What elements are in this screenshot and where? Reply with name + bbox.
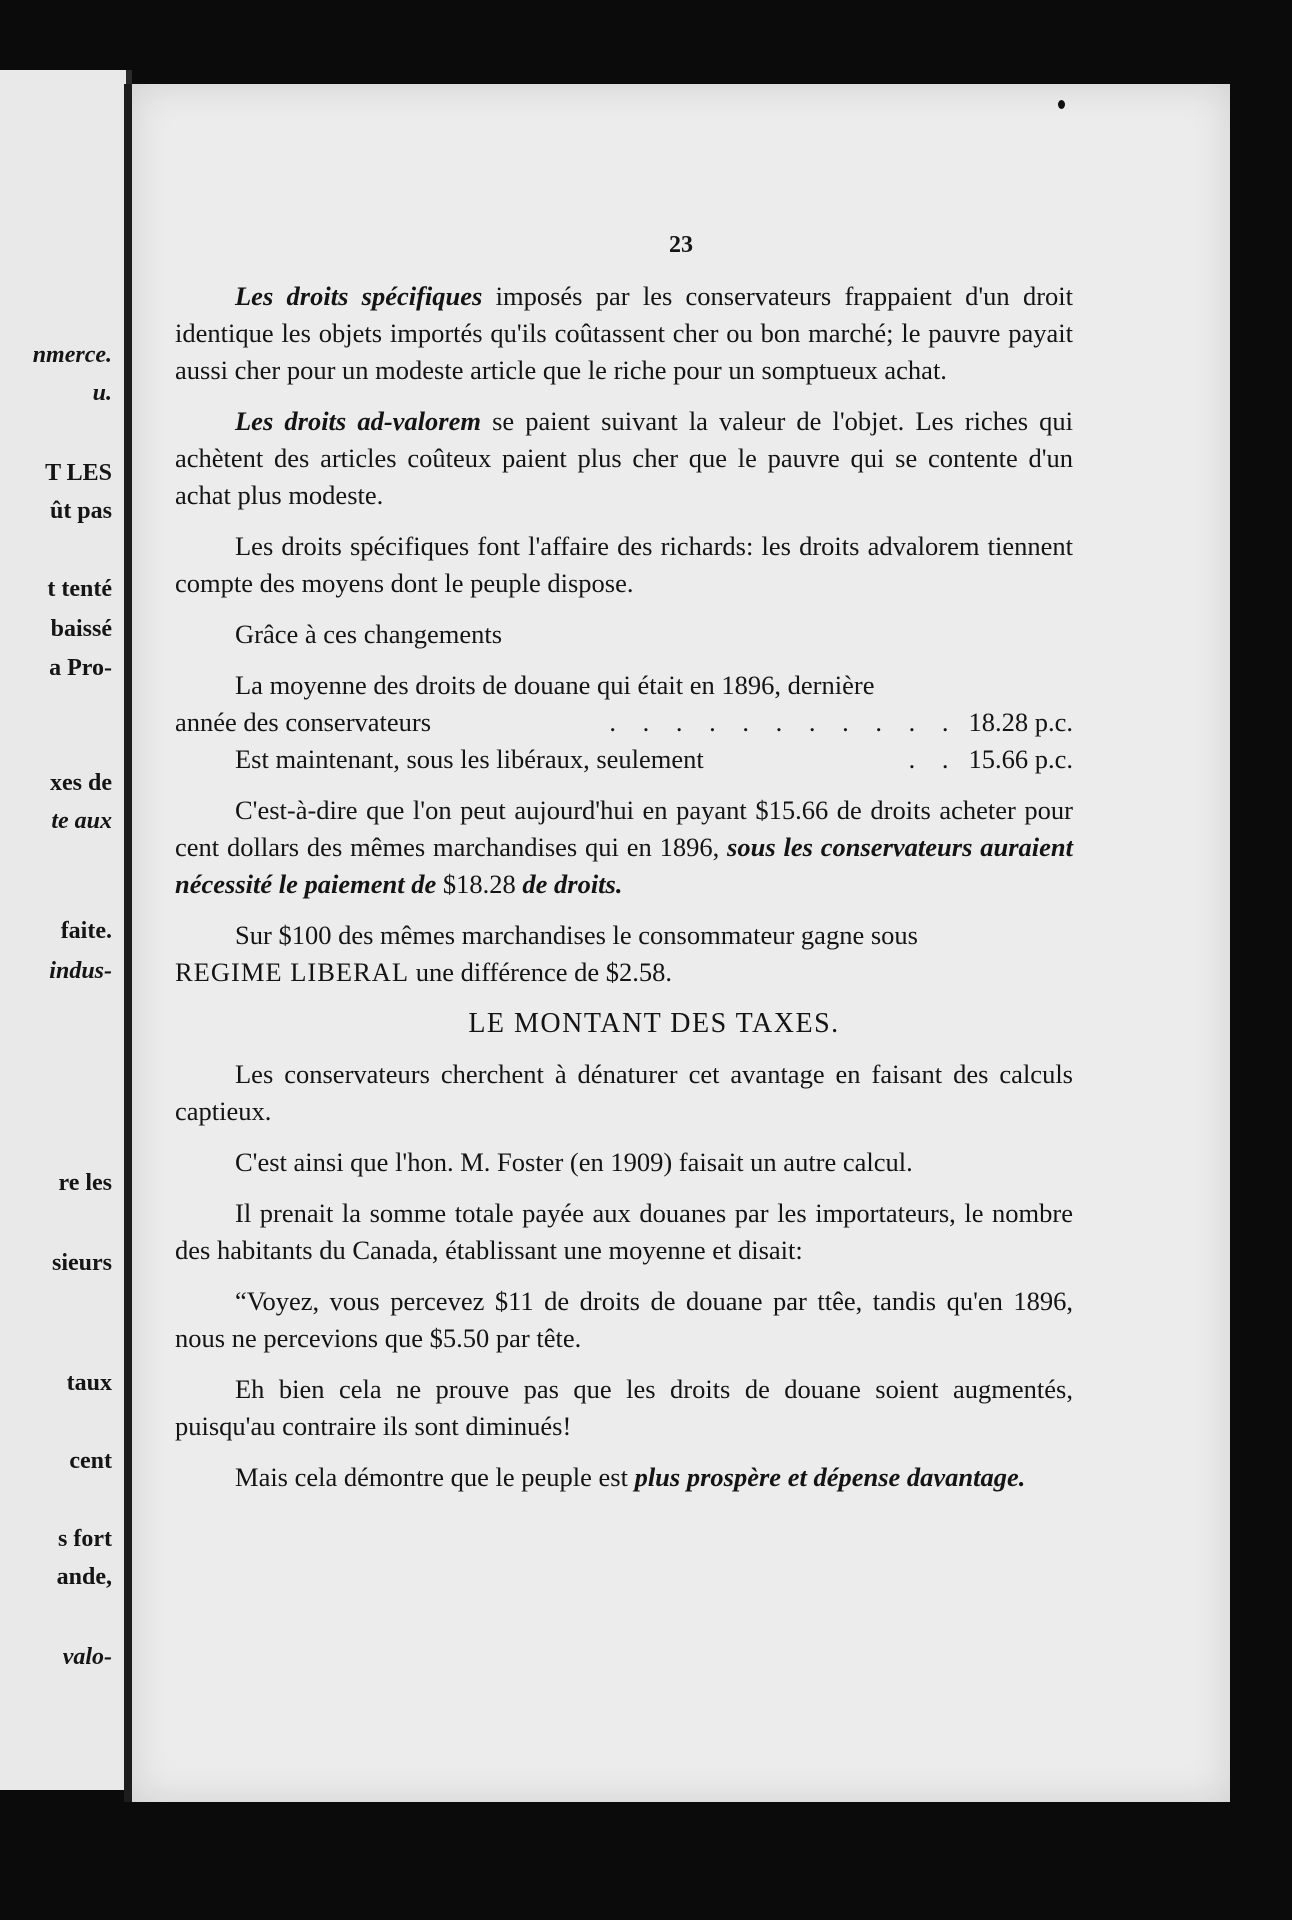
row-label: Est maintenant, sous les libéraux, seulement: [235, 744, 704, 774]
document-page: [124, 84, 1230, 1802]
section-title: LE MONTANT DES TAXES.: [468, 1008, 840, 1039]
italic-phrase: Les droits spécifiques: [235, 281, 483, 311]
page-body: [175, 278, 1073, 1510]
paragraph-text: $18.28: [436, 869, 523, 899]
paragraph-text: imposés par les conservateurs frappaient d'un droit identique les objets importés qu'ils coûtassent cher ou bon marché; le pauvre payait aussi cher pour un modeste article que le riche pour un somptueux achat.: [175, 281, 1073, 385]
paragraph-text: une différence de $2.58.: [409, 957, 673, 987]
italic-phrase: plus prospère et dépense davantage.: [634, 1462, 1026, 1492]
comparison-row-conservative: [175, 704, 1073, 741]
adjacent-page: [0, 70, 132, 1790]
adjacent-page-fragment: re les: [58, 1170, 112, 1196]
adjacent-page-fragment: valo-: [62, 1644, 112, 1670]
italic-phrase: Les droits ad-valorem: [235, 406, 481, 436]
paragraph-text: se paient suivant la valeur de l'objet. Les riches qui achètent des articles coûteux paient plus cher que le pauvre qui se contente d'un achat plus modeste.: [175, 406, 1073, 510]
adjacent-page-fragment: cent: [69, 1448, 112, 1474]
adjacent-page-fragment: xes de: [50, 770, 112, 796]
duty-comparison: [175, 667, 1073, 778]
leader-dots: . .: [908, 744, 959, 774]
paragraph: Les conservateurs cherchent à dénaturer cet avantage en faisant des calculs captieux.: [175, 1059, 1073, 1126]
paragraph-text: C'est-à-dire que l'on peut aujourd'hui en payant $15.66 de droits acheter pour cent dollars des mêmes marchandises qui en 1896,: [175, 795, 1073, 862]
comparison-row-liberal: [175, 741, 1073, 778]
paragraph: [175, 403, 1073, 514]
adjacent-page-fragment: te aux: [51, 808, 112, 834]
paragraph: Grâce à ces changements: [235, 619, 503, 649]
row-label: année des conservateurs: [175, 707, 432, 737]
adjacent-page-fragment: ande,: [56, 1564, 112, 1590]
paragraph-text: Mais cela démontre que le peuple est: [235, 1462, 635, 1492]
row-value: 15.66 p.c.: [968, 744, 1073, 774]
paragraph: C'est ainsi que l'hon. M. Foster (en 1909) faisait un autre calcul.: [235, 1147, 913, 1177]
adjacent-page-fragment: t tenté: [47, 576, 112, 602]
italic-phrase: sous les conservateurs auraient nécessité le paiement de: [175, 832, 1073, 899]
adjacent-page-fragment: baissé: [50, 616, 112, 642]
leader-dots: . . . . . . . . . . .: [609, 707, 959, 737]
paragraph: [175, 278, 1073, 389]
paragraph-text: Sur $100 des mêmes marchandises le consommateur gagne sous: [235, 920, 918, 950]
adjacent-page-fragment: faite.: [60, 918, 112, 944]
comparison-line: La moyenne des droits de douane qui était en 1896, dernière: [235, 670, 875, 700]
adjacent-page-fragment: u.: [92, 380, 112, 406]
paragraph: [175, 1459, 1073, 1496]
paragraph: [175, 917, 1073, 991]
paragraph: Il prenait la somme totale payée aux douanes par les importateurs, le nombre des habitants du Canada, établissant une moyenne et disait:: [175, 1198, 1073, 1265]
ink-dot: [1058, 100, 1065, 109]
adjacent-page-fragment: s fort: [58, 1526, 112, 1552]
adjacent-page-fragment: taux: [66, 1370, 112, 1396]
page-number: 23: [669, 232, 693, 258]
paragraph: “Voyez, vous percevez $11 de droits de douane par ttêe, tandis qu'en 1896, nous ne percevions que $5.50 par tête.: [175, 1286, 1073, 1353]
paragraph: Les droits spécifiques font l'affaire des richards: les droits advalorem tiennent compte des moyens dont le peuple dispose.: [175, 531, 1073, 598]
italic-phrase: de droits.: [522, 869, 623, 899]
adjacent-page-fragment: nmerce.: [32, 342, 112, 368]
adjacent-page-fragment: a Pro-: [49, 655, 112, 681]
paragraph: [175, 792, 1073, 903]
adjacent-page-fragment: T LES: [45, 460, 112, 486]
paragraph: Eh bien cela ne prouve pas que les droits de douane soient augmentés, puisqu'au contraire ils sont diminués!: [175, 1374, 1073, 1441]
caps-phrase: REGIME LIBERAL: [175, 957, 410, 987]
adjacent-page-fragment: indus-: [49, 958, 112, 984]
row-value: 18.28 p.c.: [968, 707, 1073, 737]
adjacent-page-fragment: ût pas: [49, 498, 112, 524]
adjacent-page-fragment: sieurs: [52, 1250, 112, 1276]
